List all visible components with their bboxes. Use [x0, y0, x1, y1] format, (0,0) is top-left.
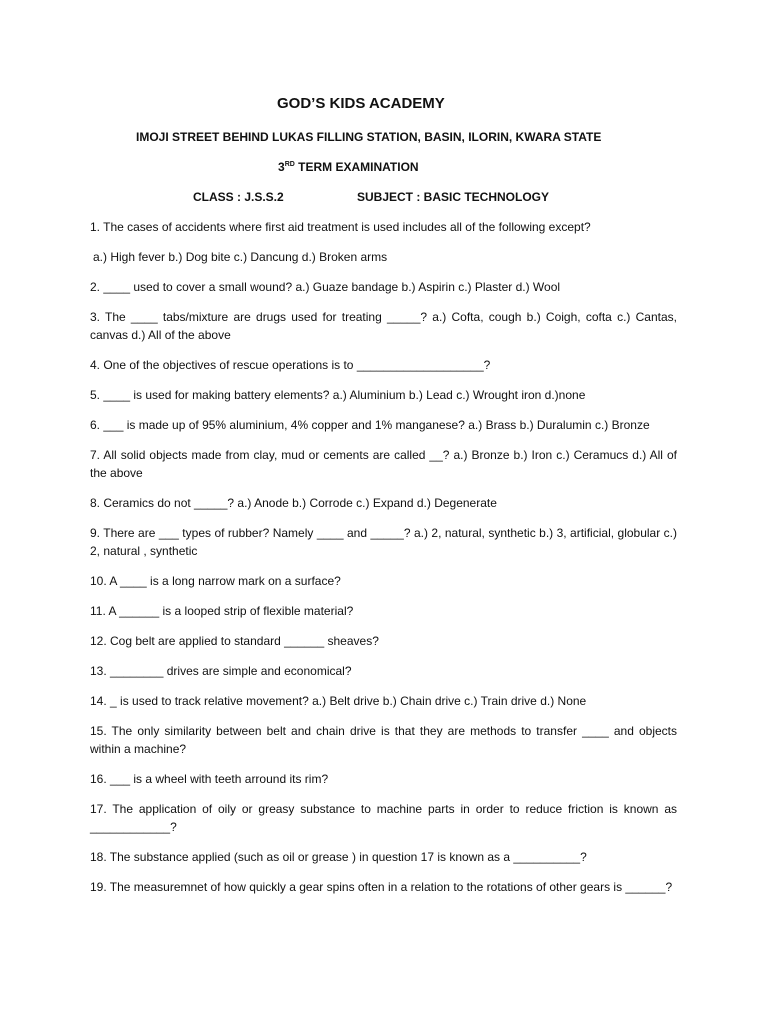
question-3: 3. The ____ tabs/mixture are drugs used for treating _____? a.) Cofta, cough b.) Coigh, cofta c.) Cantas, canvas d.) All of the above	[90, 310, 677, 342]
class-subject-line	[193, 190, 550, 204]
question-14: 14. _ is used to track relative movement? a.) Belt drive b.) Chain drive c.) Train drive d.) None	[90, 694, 587, 708]
school-name: GOD’S KIDS ACADEMY	[277, 95, 445, 112]
question-5: 5. ____ is used for making battery elements? a.) Aluminium b.) Lead c.) Wrought iron d.)none	[90, 388, 586, 402]
term-suffix: RD	[284, 161, 295, 168]
question-19: 19. The measuremnet of how quickly a gear spins often in a relation to the rotations of other gears is ______?	[90, 880, 673, 894]
question-18: 18. The substance applied (such as oil or grease ) in question 17 is known as a __________?	[90, 850, 587, 864]
question-7: 7. All solid objects made from clay, mud or cements are called __? a.) Bronze b.) Iron c.) Ceramucs d.) All of the above	[90, 448, 677, 480]
question-1: 1. The cases of accidents where first aid treatment is used includes all of the following except?	[90, 220, 591, 234]
question-2: 2. ____ used to cover a small wound? a.) Guaze bandage b.) Aspirin c.) Plaster d.) Wool	[90, 280, 561, 294]
question-11: 11. A ______ is a looped strip of flexible material?	[90, 604, 354, 618]
exam-title	[278, 160, 419, 174]
subject-label: SUBJECT : BASIC TECHNOLOGY	[357, 190, 550, 204]
question-16: 16. ___ is a wheel with teeth arround its rim?	[90, 772, 329, 786]
question-6: 6. ___ is made up of 95% aluminium, 4% copper and 1% manganese? a.) Brass b.) Duralumin c.) Bronze	[90, 418, 650, 432]
question-8: 8. Ceramics do not _____? a.) Anode b.) Corrode c.) Expand d.) Degenerate	[90, 496, 497, 510]
question-1-options: a.) High fever b.) Dog bite c.) Dancung d.) Broken arms	[93, 250, 388, 264]
question-list	[90, 218, 677, 896]
question-9: 9. There are ___ types of rubber? Namely ____ and _____? a.) 2, natural, synthetic b.) 3, artificial, globular c.) 2, natural , synthetic	[90, 526, 677, 558]
question-12: 12. Cog belt are applied to standard ______ sheaves?	[90, 634, 379, 648]
school-address: IMOJI STREET BEHIND LUKAS FILLING STATION, BASIN, ILORIN, KWARA STATE	[136, 130, 602, 144]
question-4: 4. One of the objectives of rescue operations is to ___________________?	[90, 358, 491, 372]
question-10: 10. A ____ is a long narrow mark on a surface?	[90, 574, 341, 588]
question-13: 13. ________ drives are simple and economical?	[90, 664, 352, 678]
term-number: 3	[278, 160, 285, 174]
question-15: 15. The only similarity between belt and chain drive is that they are methods to transfer ____ and objects within a machine?	[90, 724, 677, 756]
class-label: CLASS : J.S.S.2	[193, 190, 284, 204]
question-17: 17. The application of oily or greasy substance to machine parts in order to reduce friction is known as ____________?	[90, 802, 677, 834]
term-label: TERM EXAMINATION	[294, 160, 419, 174]
